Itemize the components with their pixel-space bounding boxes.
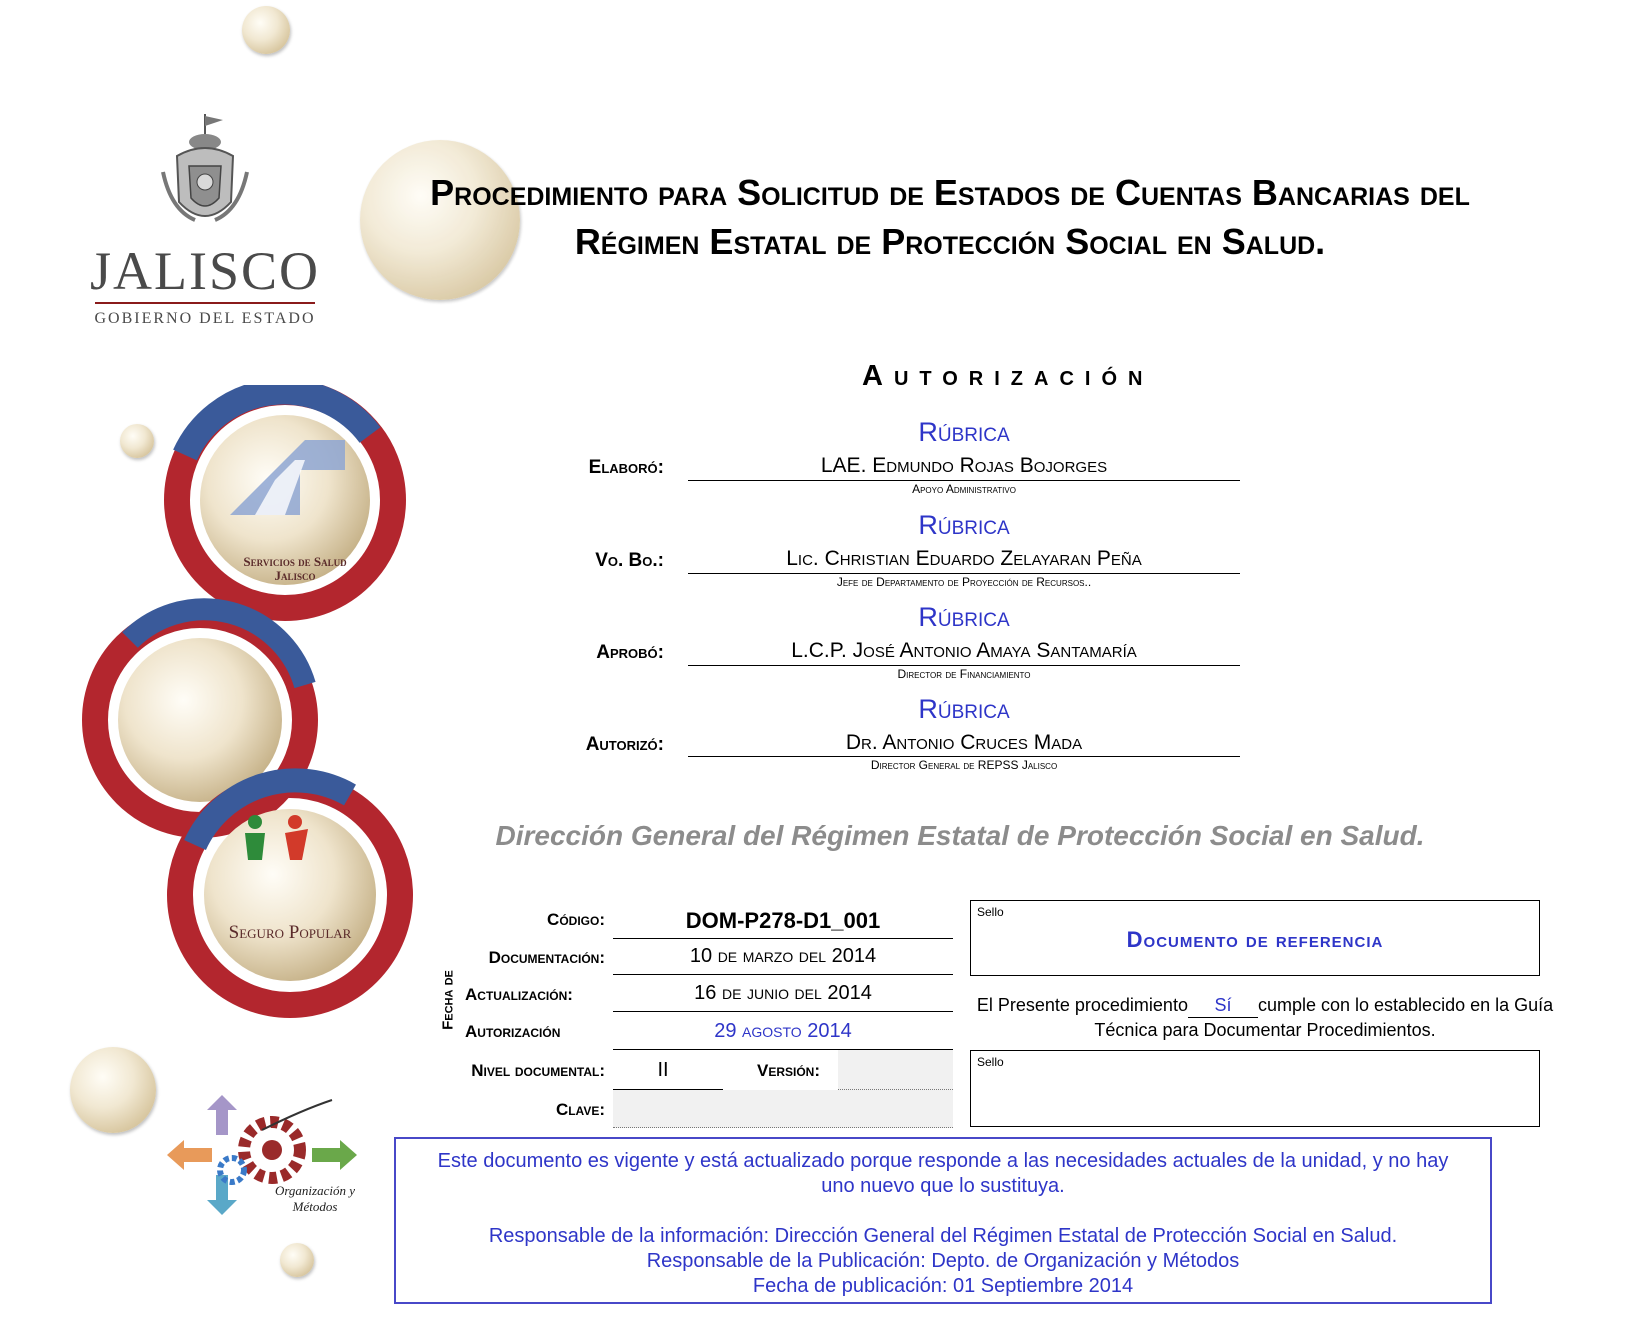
codigo-value: DOM-P278-D1_001	[685, 908, 881, 933]
signature-line	[688, 756, 1240, 757]
documento-referencia: Documento de referencia	[1126, 927, 1384, 952]
vigente-text: Este documento es vigente y está actualizado porque responde a las necesidades actuales de la unidad, y no hay uno nuevo que lo sustituya.	[437, 1150, 1449, 1197]
decorative-ball	[242, 6, 290, 54]
spacer	[396, 1199, 1490, 1224]
document-title: Procedimiento para Solicitud de Estados de Cuentas Bancarias del Régimen Estatal de Protección Social en Salud.	[430, 172, 1470, 262]
signature-line	[688, 480, 1240, 481]
logo-rule	[95, 302, 315, 304]
signature-line	[688, 665, 1240, 666]
jalisco-subtitle: GOBIERNO DEL ESTADO	[94, 310, 316, 327]
rubrica-label: Rúbrica	[918, 510, 1010, 540]
field-line	[613, 974, 953, 975]
decorative-ball	[70, 1047, 156, 1133]
signer-position: Director de Financiamiento	[897, 667, 1031, 681]
vigencia-box	[394, 1137, 1492, 1304]
signer-name: L.C.P. José Antonio Amaya Santamaría	[791, 639, 1137, 662]
autorizacion-value: 29 agosto 2014	[714, 1020, 852, 1042]
sello-label: Sello	[977, 905, 1004, 919]
signer-position: Director General de REPSS Jalisco	[870, 758, 1058, 772]
ssj-logo-label: Servicios de Salud Jalisco	[243, 554, 347, 583]
authorization-heading: Autorización	[862, 360, 1154, 392]
fecha-de-text: Fecha de	[439, 970, 457, 1030]
actualizacion-value: 16 de junio del 2014	[694, 982, 872, 1004]
rubrica-label: Rúbrica	[918, 602, 1010, 632]
actualizacion-label: Actualización:	[465, 985, 573, 1004]
nivel-documental-label: Nivel documental:	[471, 1061, 605, 1080]
role-autorizo: Autorizó:	[585, 734, 664, 755]
signer-position: Jefe de Departamento de Proyección de Recursos..	[836, 575, 1092, 589]
field-line	[613, 938, 953, 939]
nivel-documental-value: II	[657, 1059, 669, 1081]
fecha-publicacion: Fecha de publicación: 01 Septiembre 2014	[752, 1275, 1134, 1297]
sello-box-reference	[970, 900, 1540, 976]
signer-name: Lic. Christian Eduardo Zelayaran Peña	[786, 547, 1142, 570]
codigo-label: Código:	[547, 910, 605, 929]
role-vobo: Vo. Bo.:	[595, 550, 664, 571]
responsable-informacion: Responsable de la información: Dirección General del Régimen Estatal de Protección Social en Salud.	[488, 1225, 1398, 1247]
documentacion-label: Documentación:	[488, 948, 605, 967]
cumple-statement	[975, 993, 1555, 1042]
cumple-before: El Presente procedimiento	[976, 995, 1188, 1015]
version-label: Versión:	[756, 1061, 820, 1080]
rubrica-label: Rúbrica	[918, 694, 1010, 724]
sello-box-empty	[970, 1050, 1540, 1127]
jalisco-wordmark: JALISCO	[89, 241, 321, 301]
autorizacion-label: Autorización	[465, 1022, 561, 1041]
cumple-value: Sí	[1188, 993, 1258, 1018]
rubrica-label: Rúbrica	[918, 417, 1010, 447]
clave-value	[613, 1090, 953, 1128]
version-value	[838, 1050, 953, 1090]
signer-name: Dr. Antonio Cruces Mada	[845, 731, 1083, 754]
role-elaboro: Elaboró:	[588, 457, 664, 478]
direccion-general: Dirección General del Régimen Estatal de Protección Social en Salud.	[495, 820, 1425, 851]
signer-position: Apoyo Administrativo	[912, 482, 1016, 496]
jalisco-logo	[80, 110, 330, 340]
cumple-after: cumple con lo establecido en la Guía Técnica para Documentar Procedimientos.	[1094, 995, 1554, 1040]
decorative-ball	[280, 1243, 314, 1277]
responsable-publicacion: Responsable de la Publicación: Depto. de Organización y Métodos	[646, 1250, 1240, 1272]
clave-label: Clave:	[555, 1100, 605, 1119]
field-line	[613, 1011, 953, 1012]
sello-label: Sello	[977, 1055, 1004, 1069]
role-aprobo: Aprobó:	[596, 642, 664, 663]
org-metodos-label: Organización y Métodos	[274, 1183, 356, 1214]
signer-name: LAE. Edmundo Rojas Bojorges	[820, 454, 1108, 477]
seguro-popular-label: Seguro Popular	[228, 922, 352, 943]
signature-line	[688, 573, 1240, 574]
documentacion-value: 10 de marzo del 2014	[689, 945, 877, 967]
coat-of-arms-icon	[155, 110, 255, 240]
